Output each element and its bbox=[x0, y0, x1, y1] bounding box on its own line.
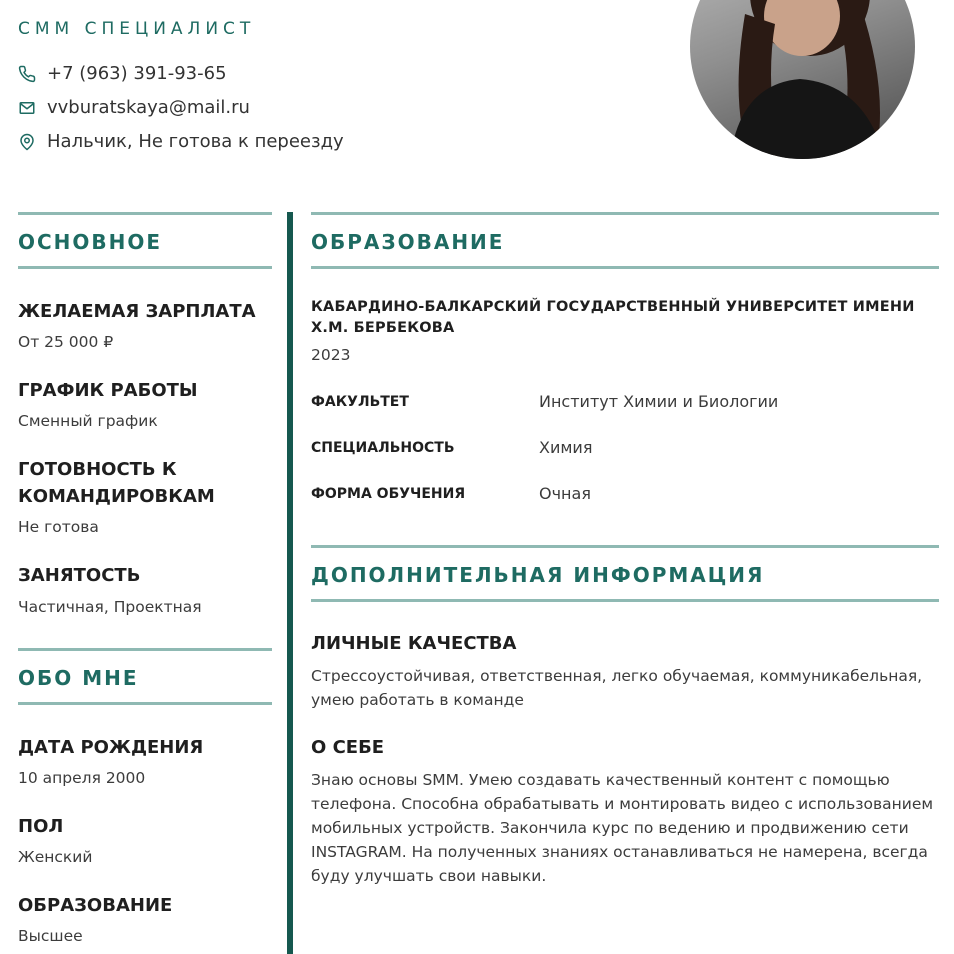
graduation-year: 2023 bbox=[311, 346, 351, 364]
birth-value: 10 апреля 2000 bbox=[18, 769, 146, 787]
qualities-label: ЛИЧНЫЕ КАЧЕСТВА bbox=[311, 633, 517, 654]
location-row bbox=[18, 131, 344, 152]
email-value[interactable]: vvburatskaya@mail.ru bbox=[47, 97, 250, 118]
phone-value[interactable]: +7 (963) 391-93-65 bbox=[47, 63, 227, 84]
education-bottom-rule bbox=[311, 266, 939, 269]
main-bottom-rule bbox=[18, 266, 272, 269]
about-bottom-rule bbox=[18, 702, 272, 705]
schedule-label: ГРАФИК РАБОТЫ bbox=[18, 380, 198, 401]
university-name: КАБАРДИНО-БАЛКАРСКИЙ ГОСУДАРСТВЕННЫЙ УНИВЕРСИТЕТ ИМЕНИ Х.М. БЕРБЕКОВА bbox=[311, 299, 915, 336]
about-top-rule bbox=[18, 648, 272, 651]
job-title: СММ СПЕЦИАЛИСТ bbox=[18, 19, 256, 39]
additional-section-title: ДОПОЛНИТЕЛЬНАЯ ИНФОРМАЦИЯ bbox=[311, 563, 765, 587]
education-section-title: ОБРАЗОВАНИЕ bbox=[311, 230, 505, 254]
gender-label: ПОЛ bbox=[18, 816, 64, 837]
travel-label-line1: ГОТОВНОСТЬ К bbox=[18, 459, 177, 480]
envelope-icon bbox=[18, 99, 36, 117]
employment-label: ЗАНЯТОСТЬ bbox=[18, 565, 141, 586]
employment-value: Частичная, Проектная bbox=[18, 598, 202, 616]
profile-photo bbox=[690, 0, 915, 159]
column-divider bbox=[287, 212, 293, 954]
location-value: Нальчик, Не готова к переезду bbox=[47, 131, 344, 152]
travel-value: Не готова bbox=[18, 518, 99, 536]
study-form-label: ФОРМА ОБУЧЕНИЯ bbox=[311, 486, 466, 502]
birth-label: ДАТА РОЖДЕНИЯ bbox=[18, 737, 204, 758]
additional-bottom-rule bbox=[311, 599, 939, 602]
about-self-label: О СЕБЕ bbox=[311, 737, 385, 758]
main-section-title: ОСНОВНОЕ bbox=[18, 230, 163, 254]
phone-icon bbox=[18, 65, 36, 83]
about-self-text: Знаю основы SMM. Умею создавать качественный контент с помощью телефона. Способна обрабатывать и монтировать видео с использованием мобильных устройств. Закончила курс по ведению и продвижению сети INSTAGRAM. На полученных знаниях останавливаться не намерена, всегда буду улучшать свои навыки. bbox=[311, 771, 934, 885]
qualities-text: Стрессоустойчивая, ответственная, легко обучаемая, коммуникабельная, умею работать в команде bbox=[311, 667, 923, 709]
education-level-value: Высшее bbox=[18, 927, 83, 945]
photo-illustration bbox=[690, 0, 915, 159]
salary-value: От 25 000 ₽ bbox=[18, 333, 114, 351]
faculty-label: ФАКУЛЬТЕТ bbox=[311, 394, 409, 410]
main-top-rule bbox=[18, 212, 272, 215]
education-level-label: ОБРАЗОВАНИЕ bbox=[18, 895, 173, 916]
faculty-value: Институт Химии и Биологии bbox=[539, 392, 779, 411]
education-top-rule bbox=[311, 212, 939, 215]
study-form-value: Очная bbox=[539, 484, 591, 503]
travel-label-line2: КОМАНДИРОВКАМ bbox=[18, 486, 215, 507]
map-pin-icon bbox=[18, 133, 36, 151]
email-row bbox=[18, 97, 250, 118]
specialty-value: Химия bbox=[539, 438, 593, 457]
about-section-title: ОБО МНЕ bbox=[18, 666, 139, 690]
salary-label: ЖЕЛАЕМАЯ ЗАРПЛАТА bbox=[18, 301, 256, 322]
gender-value: Женский bbox=[18, 848, 93, 866]
schedule-value: Сменный график bbox=[18, 412, 158, 430]
additional-top-rule bbox=[311, 545, 939, 548]
specialty-label: СПЕЦИАЛЬНОСТЬ bbox=[311, 440, 455, 456]
phone-row bbox=[18, 63, 227, 84]
